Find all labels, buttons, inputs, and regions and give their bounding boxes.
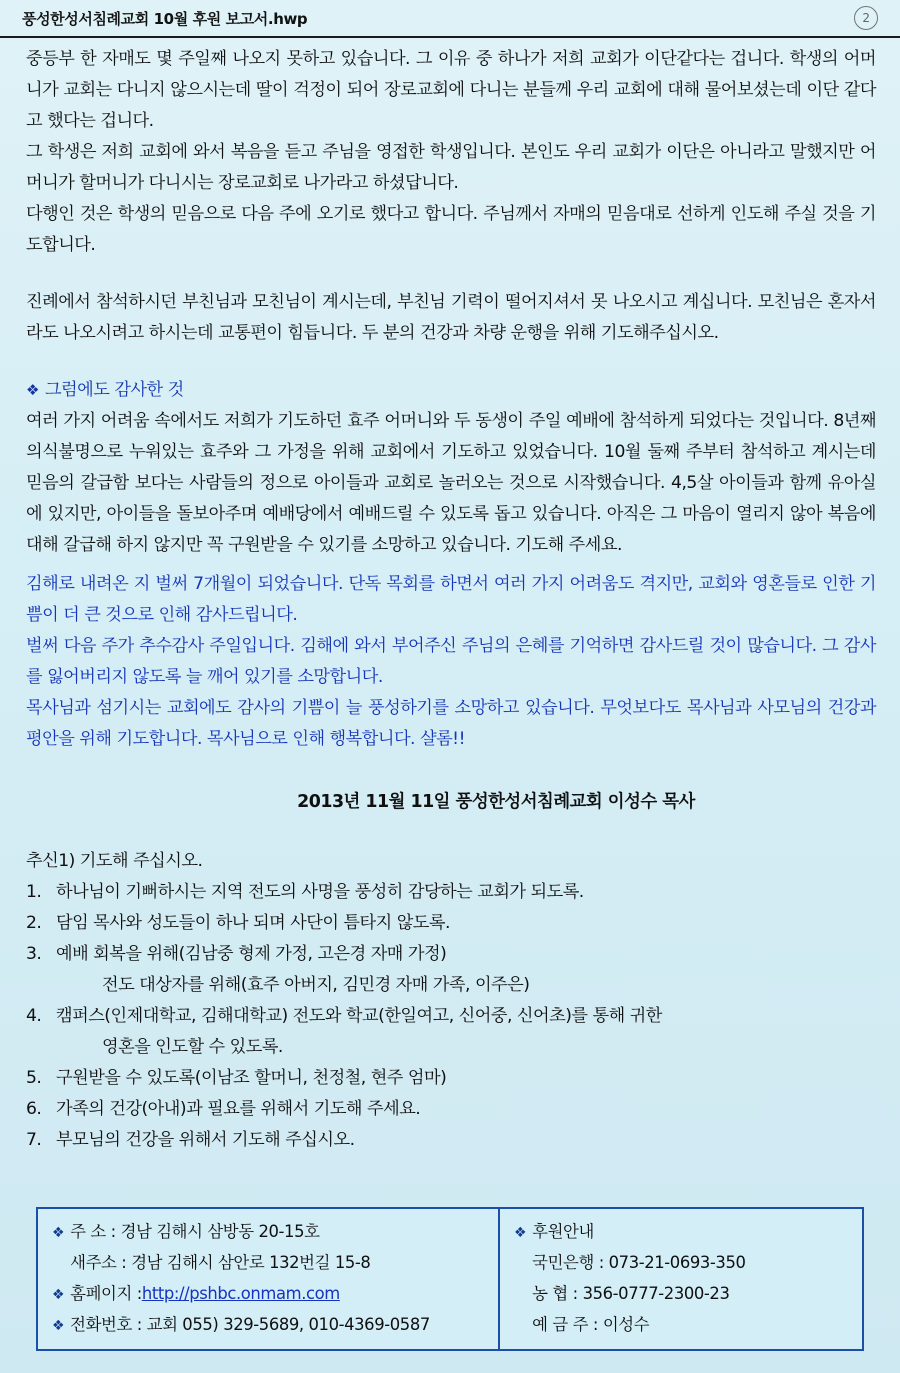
contact-new-address-row: [52, 1248, 488, 1279]
donation-bank-2-row: [514, 1279, 852, 1310]
list-item: [26, 939, 876, 1001]
donation-bank-1-row: [514, 1248, 852, 1279]
list-item: [26, 877, 876, 908]
contact-new-address-label: 새주소 : 경남 김해시 삼안로 132번길 15-8: [70, 1253, 371, 1272]
list-item: [26, 1094, 876, 1125]
list-item-number: 1.: [26, 882, 42, 902]
list-item-text: 담임 목사와 성도들이 하나 되며 사단이 틈타지 않도록.: [56, 913, 450, 933]
prayer-request-list: [26, 877, 876, 1156]
spacer-5: [26, 819, 876, 845]
contact-homepage-row: [52, 1279, 488, 1310]
list-item: [26, 1125, 876, 1156]
spacer-1: [26, 261, 876, 287]
donation-heading-label: 후원안내: [532, 1222, 594, 1241]
file-name: 풍성한성서침례교회 10월 후원 보고서.hwp: [22, 9, 308, 28]
document-body: [26, 44, 876, 1373]
signature-line: 2013년 11월 11일 풍성한성서침례교회 이성수 목사: [297, 792, 695, 812]
list-item-number: 7.: [26, 1130, 42, 1150]
list-item-number: 4.: [26, 1006, 42, 1026]
list-item-number: 2.: [26, 913, 42, 933]
list-item-number: 6.: [26, 1099, 42, 1119]
clover-bullet-icon: ❖: [514, 1225, 527, 1241]
contact-address-row: [52, 1217, 488, 1248]
list-item-text: [56, 1001, 876, 1063]
contact-homepage-label: 홈페이지 :: [70, 1284, 142, 1303]
list-item-text: 가족의 건강(아내)과 필요를 위해서 기도해 주세요.: [56, 1099, 421, 1119]
prayer-list-title: 추신1) 기도해 주십시오.: [26, 851, 203, 871]
paragraph-7: 벌써 다음 주가 추수감사 주일입니다. 김해에 와서 부어주신 주님의 은혜를 기억하면 감사드릴 것이 많습니다. 그 감사를 잃어버리지 않도록 늘 깨어 있기를 소망합니다.: [26, 636, 876, 687]
donation-account-holder-label: 예 금 주 : 이성수: [532, 1315, 650, 1334]
clover-bullet-icon: ❖: [52, 1287, 65, 1303]
paragraph-4: 진례에서 참석하시던 부친님과 모친님이 계시는데, 부친님 기력이 떨어지셔서 못 나오시고 계십니다. 모친님은 혼자서라도 나오시려고 하시는데 교통편이 힘듭니다. 두 분의 건강과 차량 운행을 위해 기도해주십시오.: [26, 292, 876, 343]
list-item: [26, 1063, 876, 1094]
contact-phone-label: 전화번호 : 교회 055) 329-5689, 010-4369-0587: [70, 1315, 430, 1334]
clover-bullet-icon: ❖: [52, 1318, 65, 1334]
page-number-stamp: 2: [854, 6, 878, 30]
list-item-main: 캠퍼스(인제대학교, 김해대학교) 전도와 학교(한일여고, 신어중, 신어초)를 통해 귀한: [56, 1006, 662, 1026]
contact-address-label: 주 소 : 경남 김해시 삼방동 20-15호: [70, 1222, 320, 1241]
paragraph-1: 중등부 한 자매도 몇 주일째 나오지 못하고 있습니다. 그 이유 중 하나가 저희 교회가 이단같다는 겁니다. 학생의 어머니가 교회는 다니지 않으시는데 딸이 걱정이 되어 장로교회에 다니는 분들께 우리 교회에 대해 물어보셨는데 이단 같다고 했다는 겁니다.: [26, 49, 876, 131]
clover-bullet-icon: ❖: [52, 1225, 65, 1241]
donation-account-holder-row: [514, 1310, 852, 1341]
header-divider: [0, 36, 900, 38]
list-item-main: 예배 회복을 위해(김남중 형제 가정, 고은경 자매 가정): [56, 944, 447, 964]
paragraph-3: 다행인 것은 학생의 믿음으로 다음 주에 오기로 했다고 합니다. 주님께서 자매의 믿음대로 선하게 인도해 주실 것을 기도합니다.: [26, 204, 876, 255]
contact-left-column: [38, 1217, 498, 1341]
list-item-subline: 전도 대상자를 위해(효주 아버지, 김민경 자매 가족, 이주은): [102, 975, 530, 995]
paragraph-5: 여러 가지 어려움 속에서도 저희가 기도하던 효주 어머니와 두 동생이 주일 예배에 참석하게 되었다는 것입니다. 8년째 의식불명으로 누워있는 효주와 그 가정을 위해 교회에서 기도하고 있었습니다. 10월 둘째 주부터 참석하고 계시는데 믿음의 갈급함 보다는 사람들의 정으로 아이들과 교회로 놀러오는 것으로 시작했습니다. 4,5살 아이들과 함께 유아실에 있지만, 아이들을 돌보아주며 예배당에서 예배드릴 수 있도록 돕고 있습니다. 아직은 그 마음이 열리지 않아 복음에 대해 갈급해 하지 않지만 꼭 구원받을 수 있기를 소망하고 있습니다. 기도해 주세요.: [26, 411, 876, 555]
list-item-subline: 영혼을 인도할 수 있도록.: [102, 1037, 283, 1057]
document-title-bar: [0, 0, 900, 36]
donation-heading-row: [514, 1217, 852, 1248]
contact-right-column: [500, 1217, 862, 1341]
contact-phone-row: [52, 1310, 488, 1341]
list-item-text: 부모님의 건강을 위해서 기도해 주십시오.: [56, 1130, 355, 1150]
donation-bank-1-label: 국민은행 : 073-21-0693-350: [532, 1253, 746, 1272]
section-heading: [26, 375, 876, 406]
spacer-3: [26, 561, 876, 569]
list-item-text: 구원받을 수 있도록(이남조 할머니, 천정철, 현주 엄마): [56, 1068, 447, 1088]
flower-bullet-icon: ❖: [26, 381, 39, 399]
section-heading-label: 그럼에도 감사한 것: [44, 380, 184, 400]
paragraph-6: 김해로 내려온 지 벌써 7개월이 되었습니다. 단독 목회를 하면서 여러 가지 어려움도 격지만, 교회와 영혼들로 인한 기쁨이 더 큰 것으로 인해 감사드립니다.: [26, 574, 876, 625]
list-item: [26, 908, 876, 939]
list-item-number: 5.: [26, 1068, 42, 1088]
homepage-link[interactable]: http://pshbc.onmam.com: [141, 1284, 340, 1303]
spacer-2: [26, 349, 876, 375]
list-item-text: 하나님이 기뻐하시는 지역 전도의 사명을 풍성히 감당하는 교회가 되도록.: [56, 882, 584, 902]
paragraph-8: 목사님과 섬기시는 교회에도 감사의 기쁨이 늘 풍성하기를 소망하고 있습니다. 무엇보다도 목사님과 사모님의 건강과 평안을 위해 기도합니다. 목사님으로 인해 행복합니다. 샬롬!!: [26, 698, 876, 749]
spacer-4: [26, 755, 876, 785]
paragraph-2: 그 학생은 저희 교회에 와서 복음을 듣고 주님을 영접한 학생입니다. 본인도 우리 교회가 이단은 아니라고 말했지만 어머니가 할머니가 다니시는 장로교회로 나가라고 하셨답니다.: [26, 142, 876, 193]
list-item-number: 3.: [26, 944, 42, 964]
contact-info-box: [36, 1207, 864, 1351]
donation-bank-2-label: 농 협 : 356-0777-2300-23: [532, 1284, 730, 1303]
list-item-text: [56, 939, 876, 1001]
list-item: [26, 1001, 876, 1063]
